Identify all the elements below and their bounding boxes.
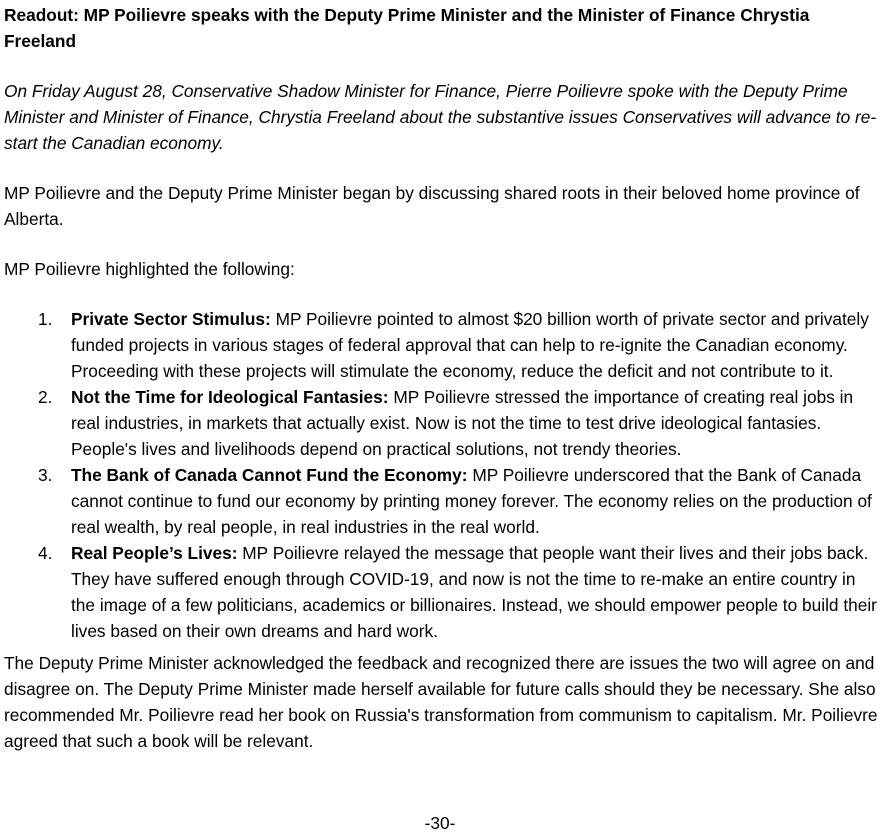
list-item-text: MP Poilievre relayed the message that people want their lives and their jobs back. They have suffered enough through COVID-19, and now is not the time to re-make an entire country in the image of a few politicians, academics or billionaires. Instead, we should empower people to build their lives based on their own dreams and hard work. (71, 543, 877, 641)
list-item-text: MP Poilievre pointed to almost $20 billion worth of private sector and privately funded projects in various stages of federal approval that can help to re-ignite the Canadian economy. Proceeding with these projects will stimulate the economy, reduce the deficit and not contribute to it. (71, 309, 869, 381)
highlights-list (4, 306, 882, 644)
list-item-number: 1. (38, 309, 53, 329)
list-item-number: 2. (38, 387, 53, 407)
list-item-number: 3. (38, 465, 53, 485)
readout-title: Readout: MP Poilievre speaks with the Deputy Prime Minister and the Minister of Finance Chrystia Freeland (4, 5, 810, 51)
intro-paragraph: On Friday August 28, Conservative Shadow Minister for Finance, Pierre Poilievre spoke with the Deputy Prime Minister and Minister of Finance, Chrystia Freeland about the substantive issues Conservatives will advance to re-start the Canadian economy. (4, 81, 877, 153)
alberta-paragraph: MP Poilievre and the Deputy Prime Minister began by discussing shared roots in their beloved home province of Alberta. (4, 183, 860, 229)
list-item (4, 462, 882, 540)
list-item-heading: Not the Time for Ideological Fantasies: (71, 387, 389, 407)
list-item-heading: Private Sector Stimulus: (71, 309, 271, 329)
list-item (4, 306, 882, 384)
document-body (4, 2, 882, 754)
highlights-lead-in: MP Poilievre highlighted the following: (4, 259, 295, 279)
list-item-heading: Real People’s Lives: (71, 543, 238, 563)
page-end-marker: -30- (424, 813, 456, 833)
list-item (4, 540, 882, 644)
list-item-heading: The Bank of Canada Cannot Fund the Economy: (71, 465, 468, 485)
list-item-number: 4. (38, 543, 53, 563)
list-item-text: MP Poilievre stressed the importance of creating real jobs in real industries, in markets that actually exist. Now is not the time to test drive ideological fantasies. People's lives and livelihoods depend on practical solutions, not trendy theories. (71, 387, 854, 459)
closing-paragraph: The Deputy Prime Minister acknowledged the feedback and recognized there are issues the two will agree on and disagree on. The Deputy Prime Minister made herself available for future calls should they be necessary. She also recommended Mr. Poilievre read her book on Russia's transformation from communism to capitalism. Mr. Poilievre agreed that such a book will be relevant. (4, 653, 878, 751)
list-item-text: MP Poilievre underscored that the Bank of Canada cannot continue to fund our economy by printing money forever. The economy relies on the production of real wealth, by real people, in real industries in the real world. (71, 465, 872, 537)
list-item (4, 384, 882, 462)
